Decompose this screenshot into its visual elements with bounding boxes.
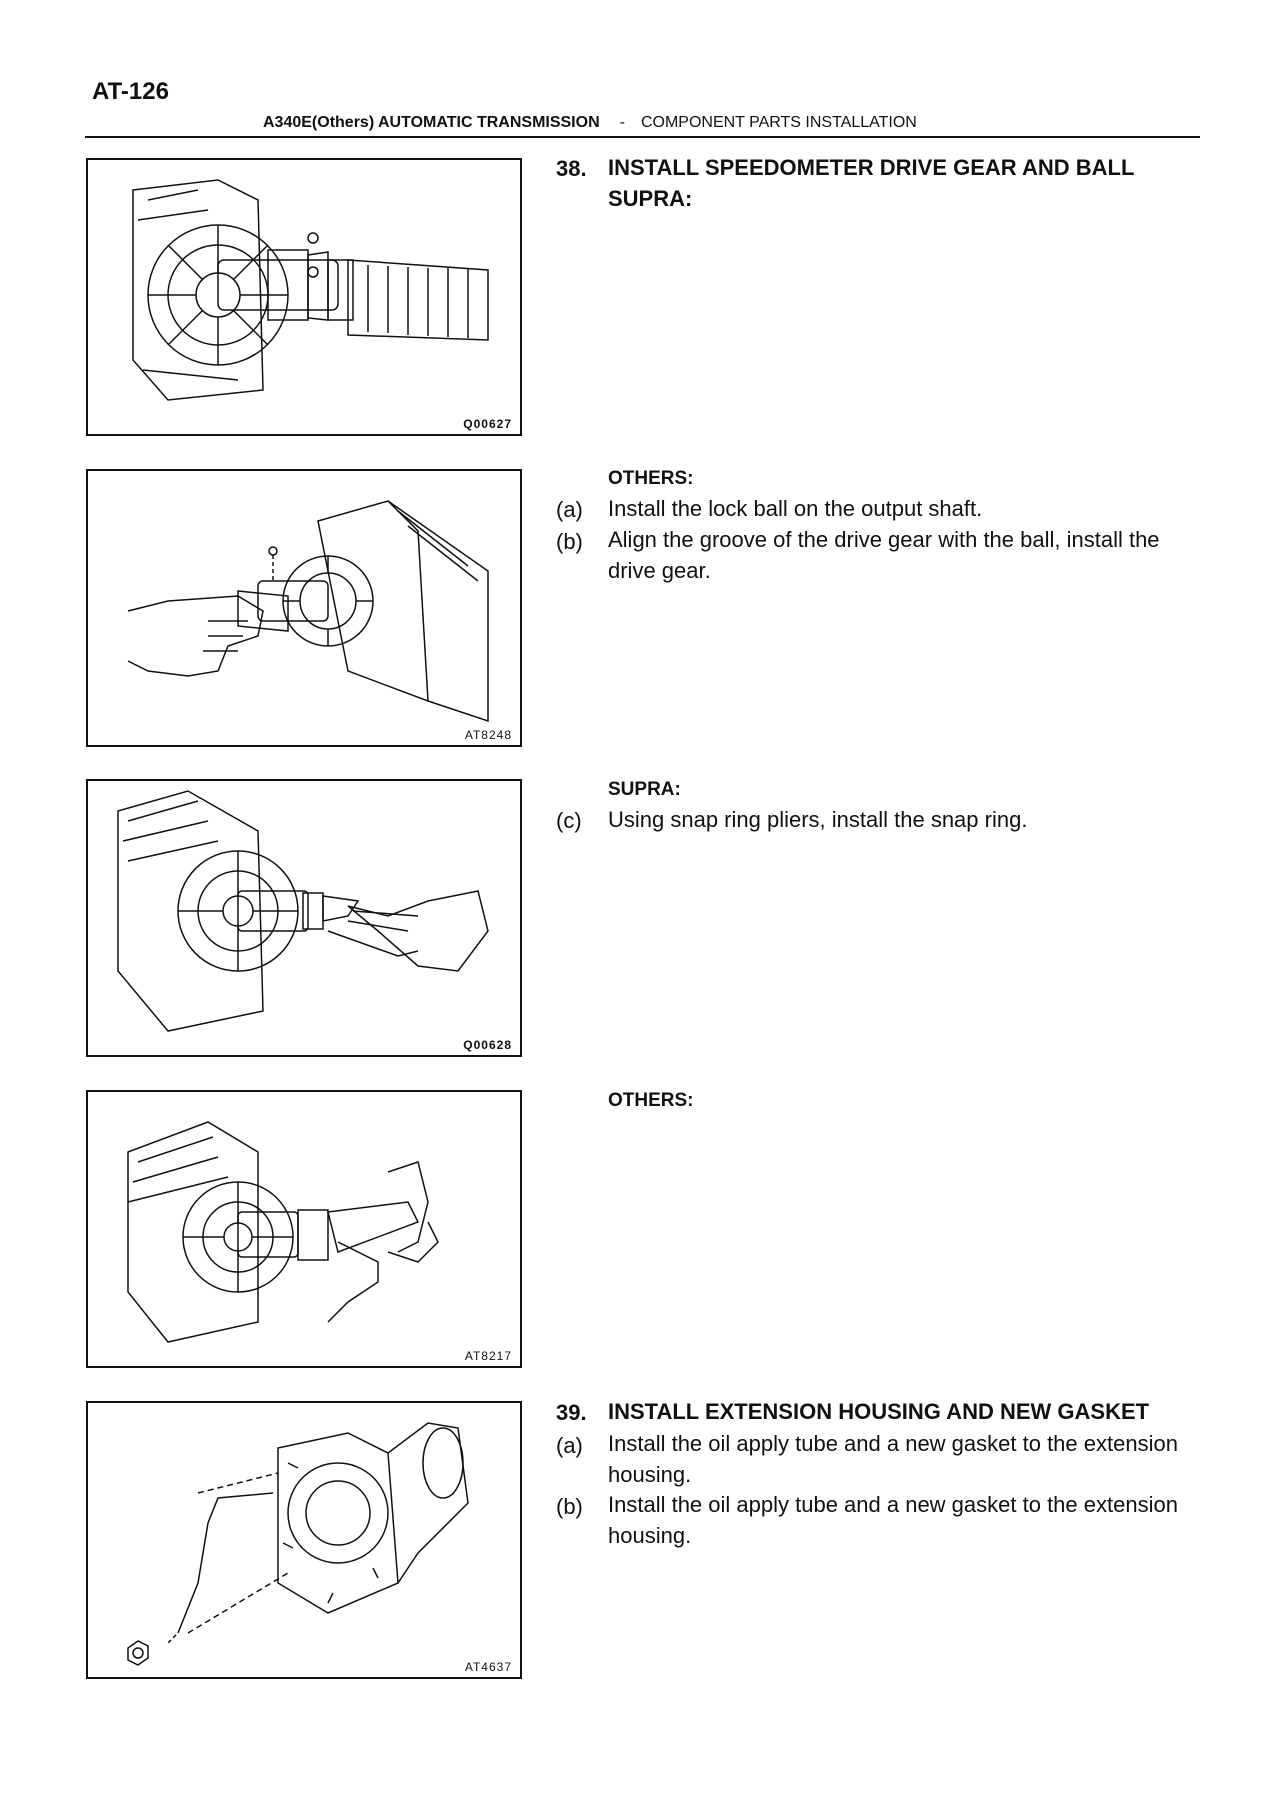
item-a-text: Install the lock ball on the output shaft. bbox=[608, 496, 983, 521]
figure-snap-ring-supra bbox=[86, 779, 522, 1057]
step-38-supra-label: SUPRA: bbox=[608, 186, 693, 211]
figure-lock-ball-install bbox=[86, 469, 522, 747]
page-number: AT-126 bbox=[92, 78, 169, 105]
extension-housing-gasket-illustration bbox=[88, 1403, 520, 1677]
step-39-number: 39. bbox=[556, 1400, 587, 1425]
section-title: A340E(Others) AUTOMATIC TRANSMISSION bbox=[263, 114, 600, 131]
figure-code: AT8217 bbox=[464, 1349, 512, 1363]
figure-speedometer-gear-supra bbox=[86, 158, 522, 436]
step-38-title-line1: INSTALL SPEEDOMETER DRIVE GEAR AND BALL bbox=[608, 155, 1135, 180]
step-39-item-b-text bbox=[608, 1489, 1208, 1551]
others-heading: OTHERS: bbox=[608, 468, 694, 489]
figure-code: Q00627 bbox=[463, 417, 512, 431]
figure-code: AT4637 bbox=[464, 1660, 512, 1674]
others-heading-2: OTHERS: bbox=[608, 1090, 694, 1111]
subsection-title: COMPONENT PARTS INSTALLATION bbox=[640, 114, 917, 131]
header-separator: - bbox=[619, 114, 625, 131]
figure-code: Q00628 bbox=[463, 1038, 512, 1052]
figure-snap-ring-others bbox=[86, 1090, 522, 1368]
step-38-title bbox=[608, 152, 1208, 214]
item-c-letter: (c) bbox=[556, 808, 582, 833]
item-c-text: Using snap ring pliers, install the snap ring. bbox=[608, 807, 1028, 832]
hand-installing-drive-gear-illustration bbox=[88, 471, 520, 745]
step-39-item-b-line1: Install the oil apply tube and a new gasket to the extension bbox=[608, 1492, 1178, 1517]
snap-ring-pliers-others-illustration bbox=[88, 1092, 520, 1366]
step-39-item-b-line2: housing. bbox=[608, 1523, 692, 1548]
step-39-item-a-letter: (a) bbox=[556, 1433, 583, 1458]
step-39-item-b-letter: (b) bbox=[556, 1494, 583, 1519]
supra-heading: SUPRA: bbox=[608, 779, 681, 800]
transmission-output-shaft-illustration bbox=[88, 160, 520, 434]
running-header bbox=[263, 114, 917, 132]
step-39-item-a-line1: Install the oil apply tube and a new gasket to the extension bbox=[608, 1431, 1178, 1456]
item-b-letter: (b) bbox=[556, 529, 583, 554]
item-a-letter: (a) bbox=[556, 497, 583, 522]
step-39-item-a-line2: housing. bbox=[608, 1462, 692, 1487]
item-b-line2: drive gear. bbox=[608, 558, 711, 583]
header-rule bbox=[85, 136, 1200, 138]
item-b-line1: Align the groove of the drive gear with the ball, install the bbox=[608, 527, 1160, 552]
step-38-number: 38. bbox=[556, 156, 587, 181]
step-39-item-a-text bbox=[608, 1428, 1208, 1490]
snap-ring-pliers-supra-illustration bbox=[88, 781, 520, 1055]
figure-extension-housing bbox=[86, 1401, 522, 1679]
step-39-title: INSTALL EXTENSION HOUSING AND NEW GASKET bbox=[608, 1399, 1150, 1424]
item-b-text bbox=[608, 524, 1208, 586]
figure-code: AT8248 bbox=[464, 728, 512, 742]
